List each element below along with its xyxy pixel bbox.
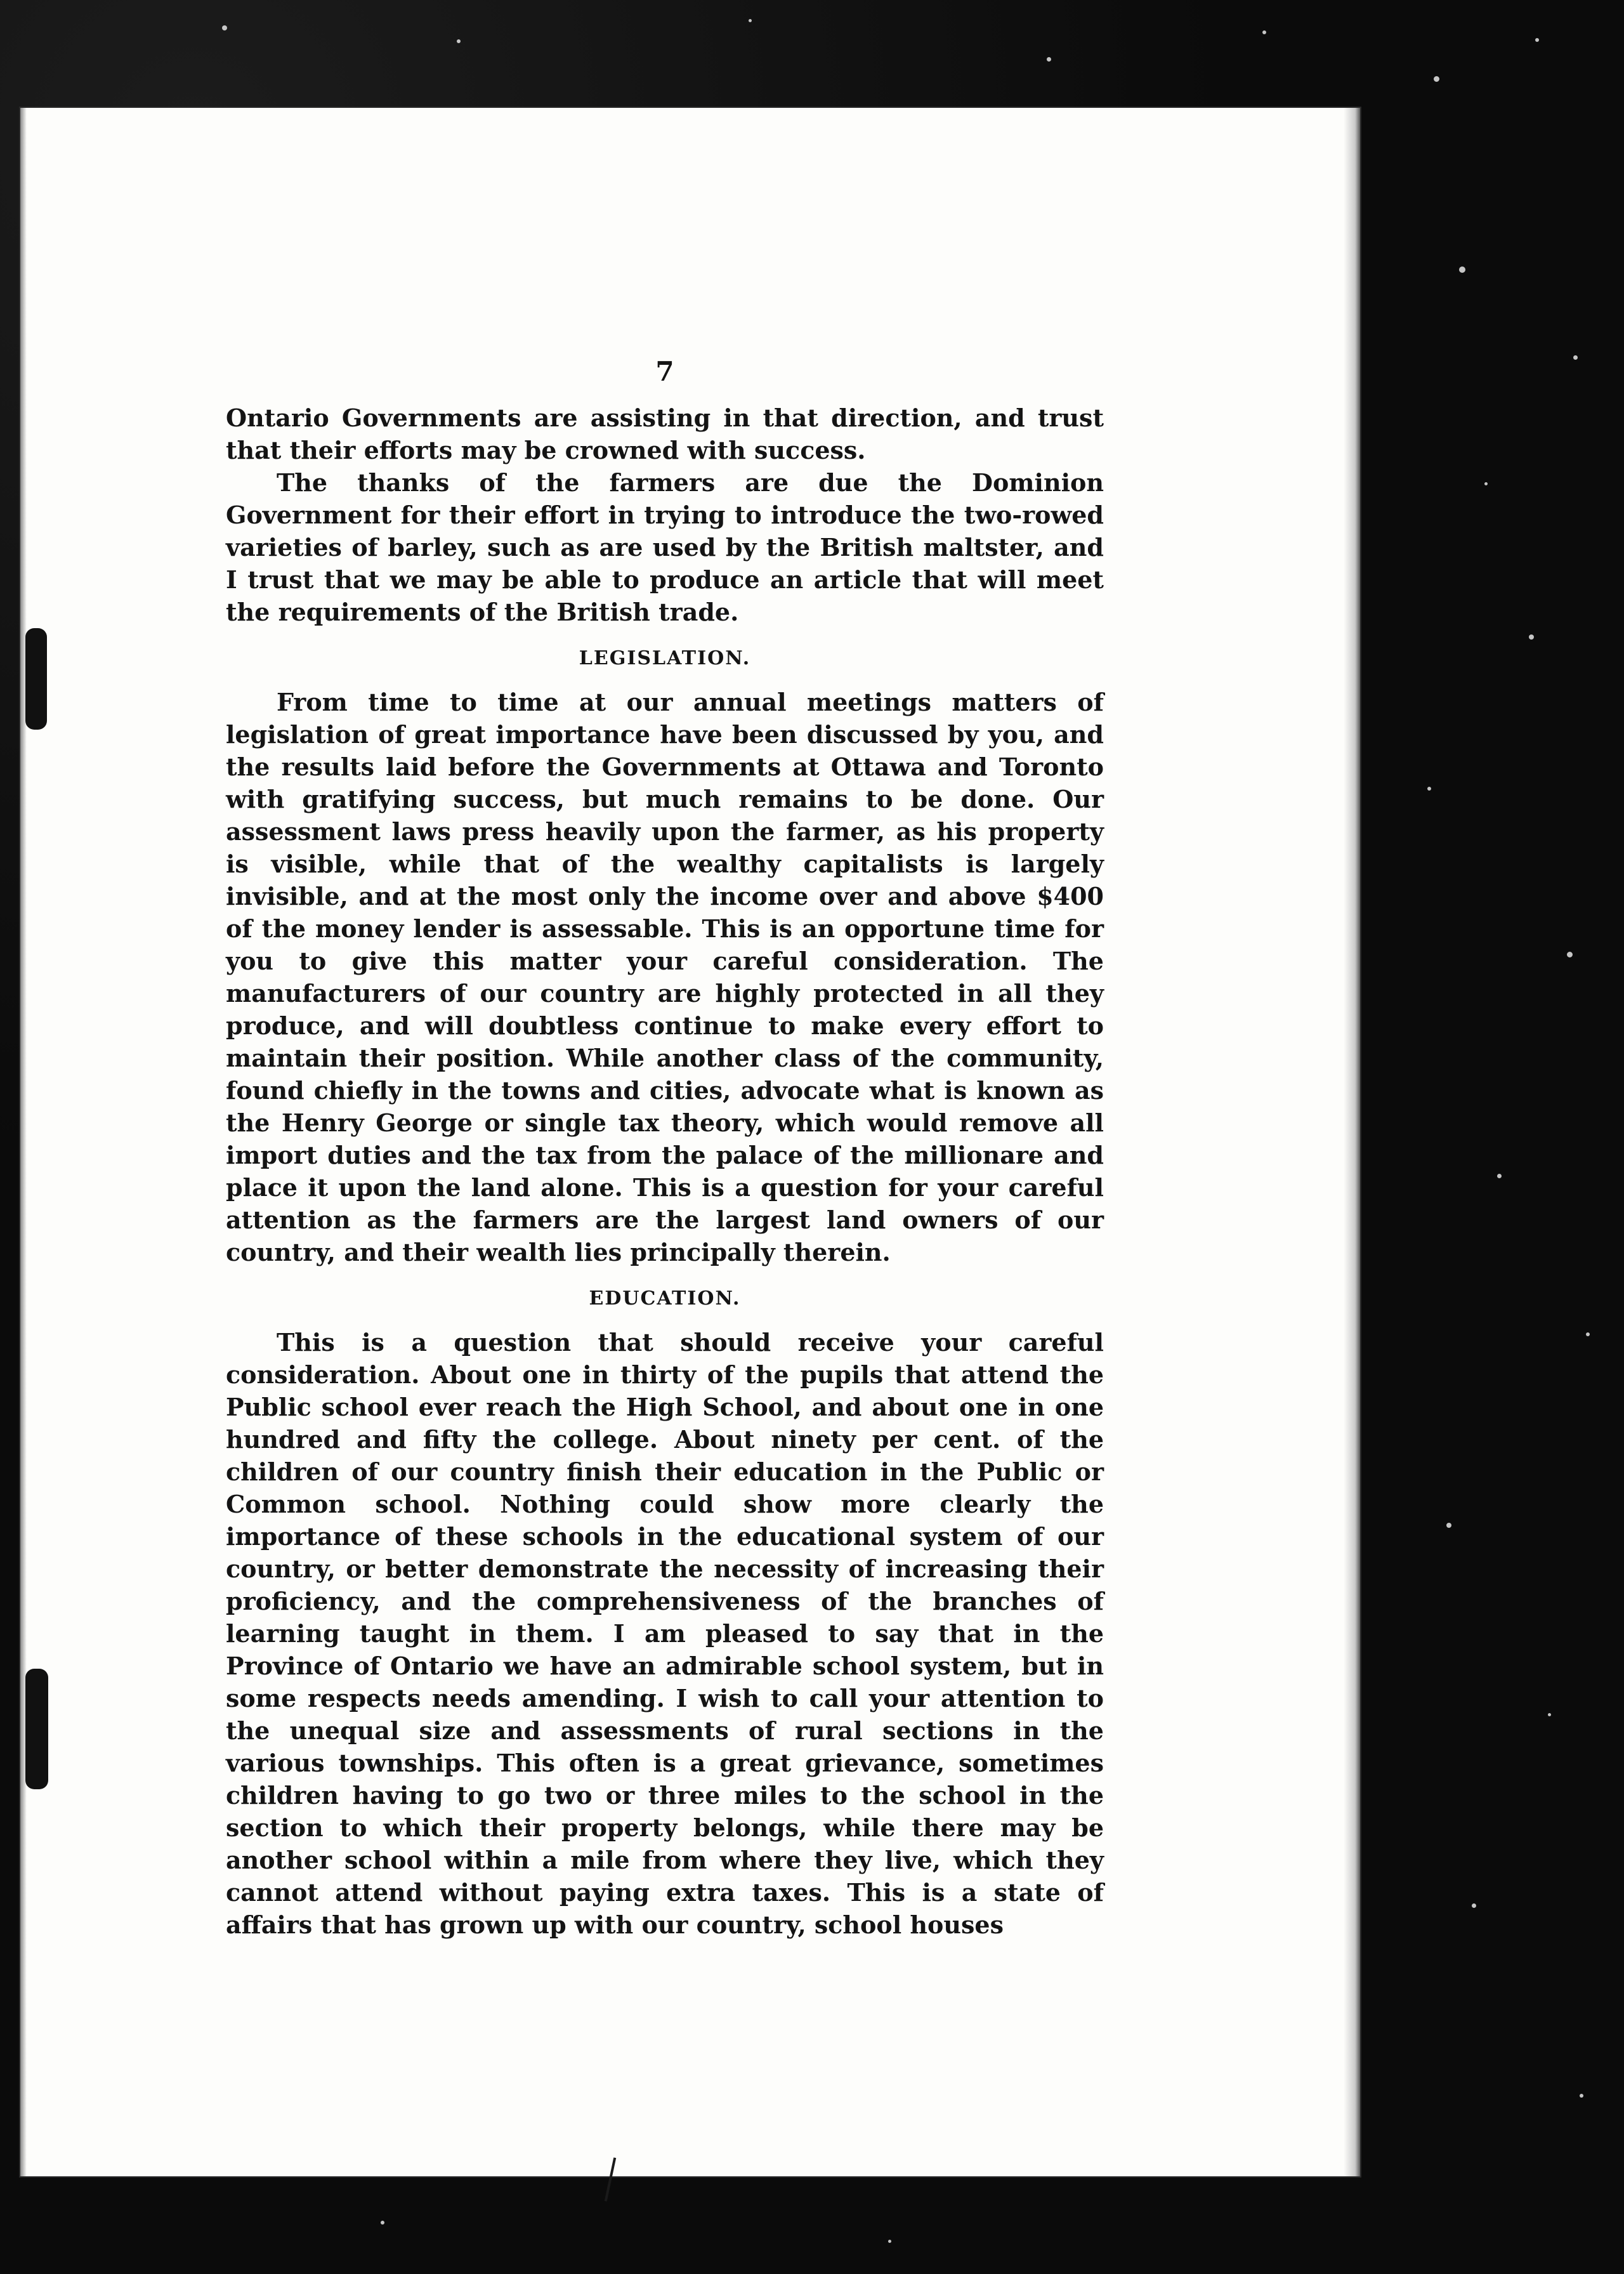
- dust-speck: [1535, 38, 1539, 42]
- dust-speck: [381, 2221, 384, 2225]
- dust-speck: [1580, 2094, 1583, 2098]
- paragraph: From time to time at our annual meetings matters of legislation of great importance have been discussed by you, and the results laid before the Governments at Ottawa and Toronto with gratifying success, but much remains to be done. Our assessment laws press heavily upon the farmer, as his property is visible, while that of the wealthy capitalists is largely invisible, and at the most only the income over and above $400 of the money lender is assessable. This is an opportune time for you to give this matter your careful consideration. The manufacturers of our country are highly protected in all they produce, and will doubtless continue to make every effort to maintain their position. While another class of the community, found chiefly in the towns and cities, advocate what is known as the Henry George or single tax theory, which would remove all import duties and the tax from the palace of the millionare and place it upon the land alone. This is a question for your careful attention as the farmers are the largest land owners of our country, and their wealth lies principally therein.: [226, 688, 1104, 1266]
- dust-speck: [888, 2240, 891, 2243]
- page-right-edge-shadow: [1344, 108, 1360, 2176]
- dust-speck: [1472, 1903, 1476, 1908]
- dust-speck: [1047, 57, 1051, 62]
- dust-speck: [1567, 952, 1573, 957]
- dust-speck: [1434, 76, 1439, 82]
- page-number: 7: [655, 356, 674, 387]
- section-heading: LEGISLATION.: [579, 647, 751, 669]
- dust-speck: [1446, 1523, 1451, 1528]
- document-page: [20, 108, 1360, 2176]
- dust-speck: [1548, 1713, 1551, 1716]
- dust-speck: [1484, 482, 1488, 485]
- binding-mark: [25, 628, 47, 730]
- dust-speck: [222, 25, 227, 30]
- paragraph: Ontario Governments are assisting in that direction, and trust that their efforts may be crowned with success.: [226, 404, 1104, 464]
- dust-speck: [749, 19, 752, 22]
- dust-speck: [1497, 1174, 1502, 1178]
- dust-speck: [1573, 355, 1578, 360]
- binding-mark: [25, 1669, 48, 1789]
- dust-speck: [457, 39, 461, 43]
- dust-speck: [1586, 1332, 1590, 1336]
- page-left-edge-shadow: [20, 108, 27, 2176]
- dust-speck: [1529, 634, 1534, 640]
- dust-speck: [1459, 266, 1465, 273]
- dust-speck: [1262, 30, 1266, 34]
- dust-speck: [1427, 787, 1431, 791]
- paragraph: The thanks of the farmers are due the Dominion Government for their effort in trying to introduce the two-rowed varieties of barley, such as are used by the British maltster, and I trust that we may be able to produce an article that will meet the requirements of the British trade.: [226, 468, 1104, 626]
- section-heading: EDUCATION.: [589, 1287, 741, 1310]
- paragraph: This is a question that should receive your careful consideration. About one in thirty of the pupils that attend the Public school ever reach the High School, and about one in one hundred and fifty the college. About ninety per cent. of the children of our country finish their education in the Public or Common school. Nothing could show more clearly the importance of these schools in the educational system of our country, or better demonstrate the necessity of increasing their proficiency, and the comprehensiveness of the branches of learning taught in them. I am pleased to say that in the Province of Ontario we have an admirable school system, but in some respects needs amending. I wish to call your attention to the unequal size and assessments of rural sections in the various townships. This often is a great grievance, sometimes children having to go two or three miles to the school in the section to which their property belongs, while there may be another school within a mile from where they live, which they cannot attend without paying extra taxes. This is a state of affairs that has grown up with our country, school houses: [226, 1328, 1104, 1939]
- text-column: [226, 355, 1104, 1941]
